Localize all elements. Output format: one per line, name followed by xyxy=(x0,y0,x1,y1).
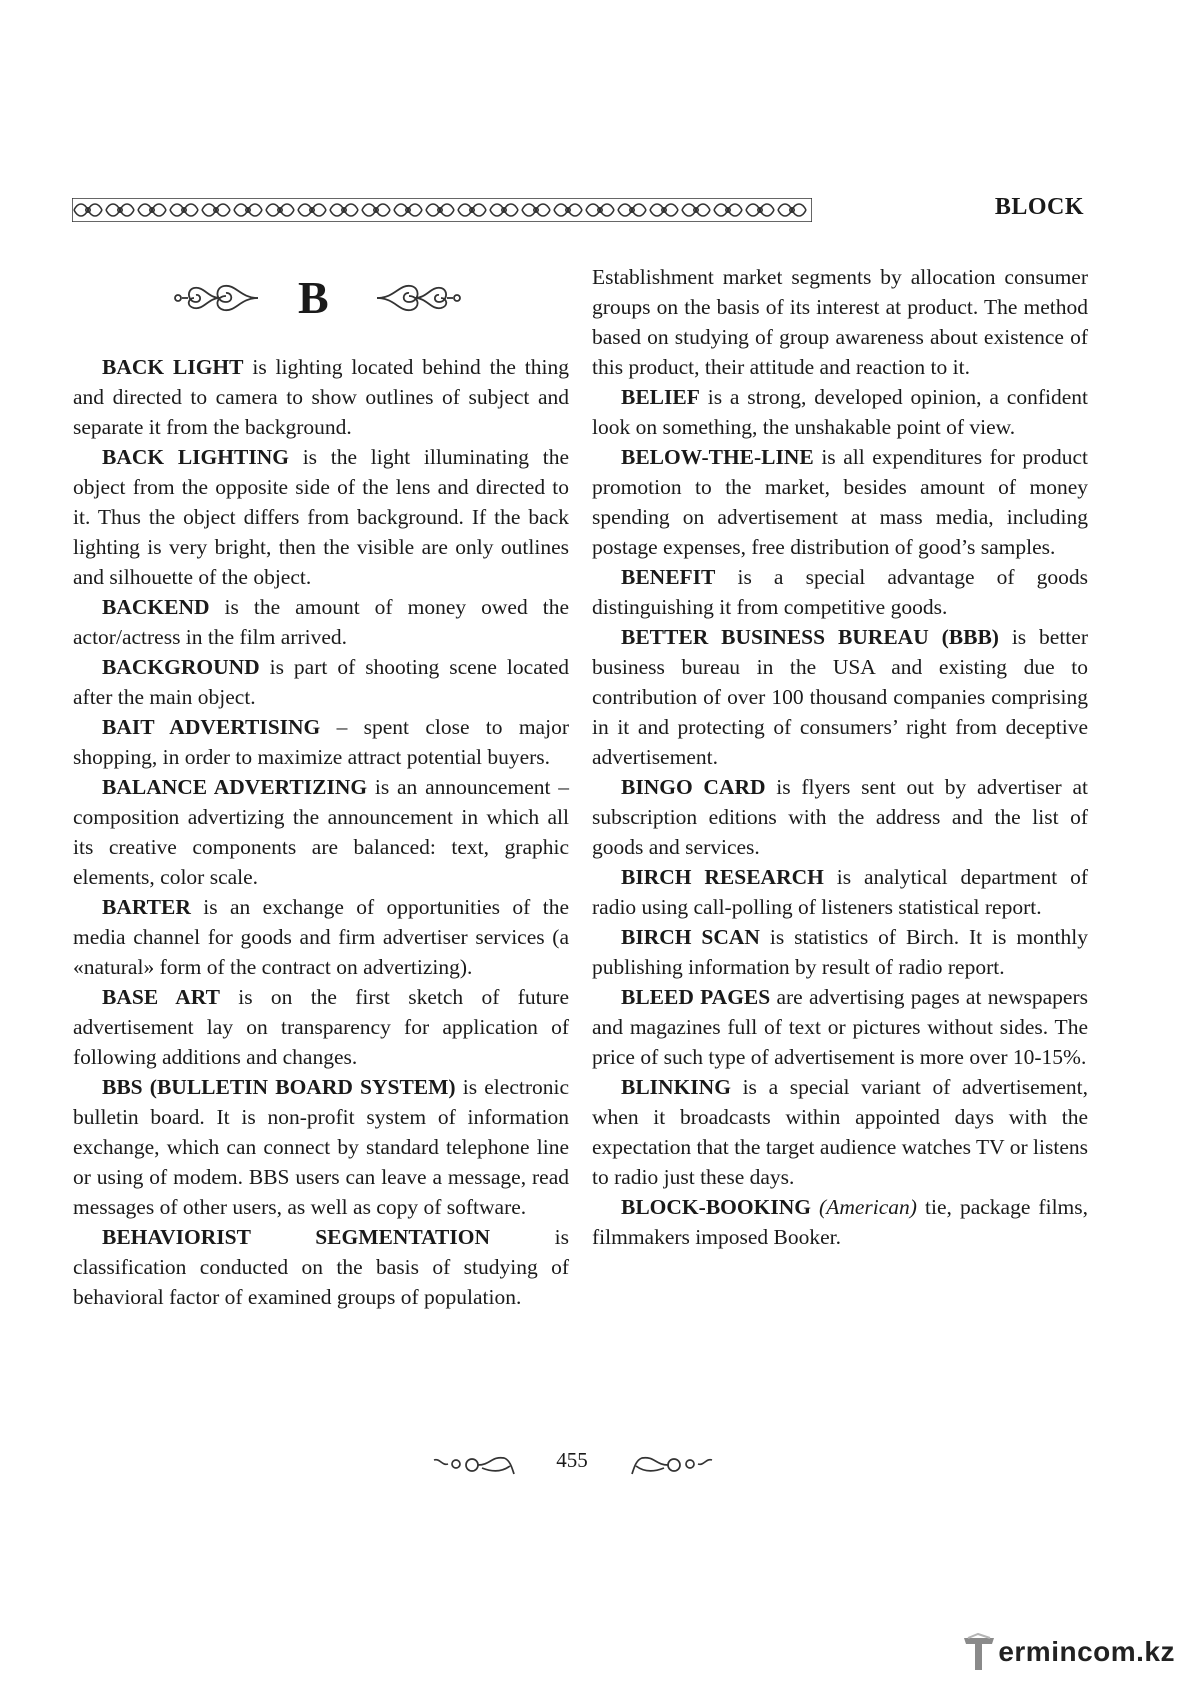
entry-term: BAIT ADVERTISING xyxy=(102,715,321,739)
entry-term: BALANCE ADVERTIZING xyxy=(102,775,368,799)
entry-definition: is on the first sketch of future advertisement lay on transparency for application of following additions and changes. xyxy=(73,985,569,1069)
dictionary-entry xyxy=(73,352,569,442)
dictionary-entry xyxy=(592,1072,1088,1192)
entry-term: BACKEND xyxy=(102,595,210,619)
dictionary-entry xyxy=(73,892,569,982)
flourish-right-icon xyxy=(375,278,465,318)
entry-term: BETTER BUSINESS BUREAU (BBB) xyxy=(621,625,999,649)
entry-definition: is lighting located behind the thing and directed to camera to show outlines of subject and separate it from the background. xyxy=(73,355,569,439)
entry-term: BIRCH SCAN xyxy=(621,925,760,949)
entry-definition: is the amount of money owed the actor/actress in the film arrived. xyxy=(73,595,569,649)
entry-term: BLOCK-BOOKING xyxy=(621,1195,811,1219)
ornament-band-icon xyxy=(72,198,812,222)
dictionary-entry xyxy=(73,1222,569,1312)
dictionary-entry xyxy=(592,982,1088,1072)
entry-definition: is an exchange of opportunities of the media channel for goods and firm advertiser services (a «natural» form of the contract on advertizing). xyxy=(73,895,569,979)
entry-term: BIRCH RESEARCH xyxy=(621,865,824,889)
entry-usage-note: (American) xyxy=(819,1195,917,1219)
entry-term: BEHAVIORIST SEGMENTATION xyxy=(102,1225,491,1249)
entry-definition: is better business bureau in the USA and existing due to contribution of over 100 thousand companies comprising in it and protecting of consumers’ right from deceptive advertisement. xyxy=(592,625,1088,769)
entry-term: BBS (BULLETIN BOARD SYSTEM) xyxy=(102,1075,456,1099)
entry-term: BELIEF xyxy=(621,385,700,409)
entry-term: BASE ART xyxy=(102,985,220,1009)
footer-flourish-right-icon xyxy=(630,1454,716,1476)
dictionary-entry xyxy=(592,772,1088,862)
dictionary-entry xyxy=(592,862,1088,922)
dictionary-entry xyxy=(73,652,569,712)
page-footer xyxy=(430,1448,730,1478)
right-column xyxy=(592,262,1088,1252)
entry-definition: is a special variant of advertisement, when it broadcasts within appointed days with the expectation that the target audience watches TV or listens to radio just these days. xyxy=(592,1075,1088,1189)
dictionary-entry xyxy=(592,442,1088,562)
entry-definition: is a strong, developed opinion, a confident look on something, the unshakable point of view. xyxy=(592,385,1088,439)
dictionary-entry xyxy=(592,622,1088,772)
entry-definition: is the light illuminating the object from the opposite side of the lens and directed to it. Thus the object differs from background. If the back lighting is very bright, then the visible are only outlines and silhouette of the object. xyxy=(73,445,570,589)
dictionary-entry xyxy=(73,982,569,1072)
left-column xyxy=(73,352,569,1312)
dictionary-entry xyxy=(73,772,569,892)
entry-term: BARTER xyxy=(102,895,191,919)
dictionary-entry xyxy=(592,1192,1088,1252)
entry-definition: is classification conducted on the basis of studying of behavioral factor of examined groups of population. xyxy=(73,1225,569,1309)
entry-term: BLINKING xyxy=(621,1075,731,1099)
watermark-text: ermincom.kz xyxy=(998,1636,1175,1667)
entry-definition: is part of shooting scene located after the main object. xyxy=(73,655,569,709)
section-letter: B xyxy=(298,272,329,323)
flourish-left-icon xyxy=(170,278,260,318)
entry-term: BACK LIGHTING xyxy=(102,445,289,469)
entry-definition: is statistics of Birch. It is monthly publishing information by result of radio report. xyxy=(592,925,1088,979)
dictionary-entry xyxy=(592,562,1088,622)
entry-definition: is analytical department of radio using call-polling of listeners statistical report. xyxy=(592,865,1088,919)
entry-term: BELOW-THE-LINE xyxy=(621,445,814,469)
watermark xyxy=(962,1630,1175,1674)
page-number: 455 xyxy=(556,1448,588,1472)
entry-definition: – spent close to major shopping, in order to maximize attract potential buyers. xyxy=(73,715,569,769)
dictionary-entry xyxy=(73,1072,569,1222)
termincom-logo-icon xyxy=(962,1632,996,1672)
entry-definition: is all expenditures for product promotion to the market, besides amount of money spending on advertisement at mass media, including postage expenses, free distribution of good’s samples. xyxy=(592,445,1088,559)
entry-continuation: Establishment market segments by allocation consumer groups on the basis of its interest at product. The method based on studying of group awareness about existence of this product, their attitude and reaction to it. xyxy=(592,265,1088,379)
dictionary-entry xyxy=(73,712,569,772)
dictionary-entry xyxy=(592,382,1088,442)
entry-term: BACKGROUND xyxy=(102,655,260,679)
page-header xyxy=(72,190,1084,230)
entry-definition: is a special advantage of goods distinguishing it from competitive goods. xyxy=(592,565,1088,619)
running-head: BLOCK xyxy=(994,194,1084,220)
dictionary-entry xyxy=(73,592,569,652)
entry-definition: is electronic bulletin board. It is non-profit system of information exchange, which can connect by standard telephone line or using of modem. BBS users can leave a message, read messages of other users, as well as copy of software. xyxy=(73,1075,570,1219)
entry-definition: are advertising pages at newspapers and magazines full of text or pictures without sides. The price of such type of advertisement is more over 10-15%. xyxy=(592,985,1088,1069)
entry-definition: is flyers sent out by advertiser at subscription editions with the address and the list of goods and services. xyxy=(592,775,1088,859)
entry-term: BLEED PAGES xyxy=(621,985,771,1009)
entry-term: BENEFIT xyxy=(621,565,716,589)
dictionary-entry xyxy=(73,442,569,592)
entry-term: BACK LIGHT xyxy=(102,355,244,379)
entry-term: BINGO CARD xyxy=(621,775,766,799)
entry-definition: is an announcement – composition advertizing the announcement in which all its creative components are balanced: text, graphic elements, color scale. xyxy=(73,775,569,889)
section-letter-heading xyxy=(170,268,470,328)
footer-flourish-left-icon xyxy=(430,1454,516,1476)
dictionary-entry xyxy=(592,922,1088,982)
entry-definition: tie, package films, filmmakers imposed Booker. xyxy=(592,1195,1089,1249)
